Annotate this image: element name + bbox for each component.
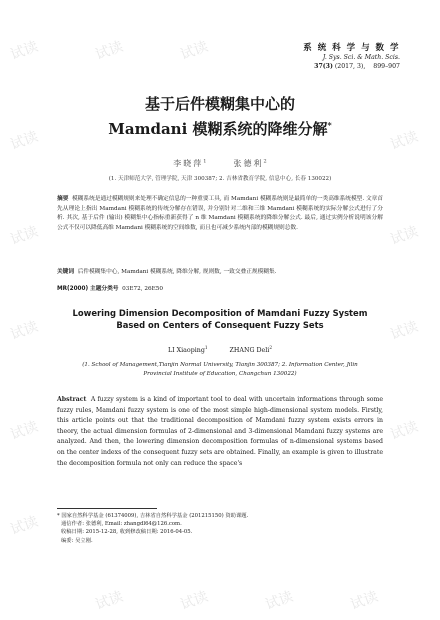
footnote-editor: 编委: 吴立刚. bbox=[61, 537, 93, 544]
abstract-cn-text: 模糊系统是通过模糊规则来处理不确定信息的一种重要工具, 而 Mamdani 模糊系统则是最简单的一类高维系统模型. 文章首先从理论上指出 Mamdani 模糊系统的传统分解存在错误, 并分别针对二维和三维 Mamdani 模糊系统的实际分解公式进行了分析. 其次, 基于后件 (输出) 模糊集中心指标重新获得了 n 维 Mamdani 模糊系统的降维分解公式. 最后, 通过实例分析说明该分解公式不仅可以降低高维 Mamdani 模糊系统的空间维数, 而且也可减少系统内部的模糊规则总数. bbox=[57, 196, 384, 231]
watermark: 试读 bbox=[388, 128, 421, 154]
keywords-cn bbox=[57, 266, 383, 275]
journal-issue-info: (2017, 3), bbox=[334, 63, 366, 70]
footnote-dates: 收稿日期: 2015-12-28, 收到修改稿日期: 2016-04-05. bbox=[61, 529, 193, 536]
watermark: 试读 bbox=[8, 513, 41, 539]
watermark: 试读 bbox=[8, 128, 41, 154]
watermark: 试读 bbox=[178, 588, 211, 614]
journal-issue bbox=[303, 62, 400, 71]
msc-text: 03E72, 26E50 bbox=[122, 286, 163, 292]
journal-volume: 37(3) bbox=[314, 63, 333, 70]
title-en: Lowering Dimension Decomposition of Mamdani Fuzzy System Based on Centers of Consequent Fuzzy Sets bbox=[72, 308, 368, 330]
watermark: 试读 bbox=[8, 38, 41, 64]
watermark: 试读 bbox=[388, 223, 421, 249]
keywords-cn-label: 关键词 bbox=[57, 269, 75, 275]
journal-name: 系 统 科 学 与 数 学 bbox=[303, 43, 400, 53]
author-en-sup: 1 bbox=[204, 345, 208, 350]
affiliation-en: (1. School of Management,Tianjin Normal University, Tianjin 300387; 2. Information Center, Jilin Provincial Institute of Education, Changchun 130022) bbox=[82, 362, 358, 377]
author-en-sup: 2 bbox=[269, 345, 272, 350]
title-cn-line2-text: Mamdani 模糊系统的降维分解 bbox=[108, 120, 328, 138]
watermark: 试读 bbox=[178, 38, 211, 64]
title-footnote-mark: * bbox=[327, 120, 332, 130]
author-en-name: ZHANG Deli bbox=[229, 347, 270, 355]
journal-pages: 899–907 bbox=[373, 63, 400, 70]
msc-label: MR(2000) 主题分类号 bbox=[57, 286, 119, 292]
watermark: 试读 bbox=[8, 318, 41, 344]
watermark: 试读 bbox=[388, 418, 421, 444]
authors-en bbox=[0, 345, 440, 354]
title-cn-line2 bbox=[0, 118, 440, 139]
author-cn-sup: 1 bbox=[203, 158, 207, 165]
abstract-en-label: Abstract bbox=[57, 396, 87, 403]
journal-abbr: J. Sys. Sci. & Math. Scis. bbox=[322, 54, 400, 61]
author-cn-sup: 2 bbox=[263, 158, 267, 165]
abstract-en-text: A fuzzy system is a kind of important tool to deal with uncertain informations through some fuzzy rules, Mamdani fuzzy system is one of the most simple high-dimensional system models. Firstly, this article points out that the traditional decomposition of Mamdani fuzzy system exists errors in theory, the actual dimension formulas of 2-dimensional and 3-dimensional Mamdani fuzzy systems are analyzed. And then, the lowering dimension decomposition formulas of n-dimensional systems based on the center indexs of the consequent fuzzy sets are obtained. Finally, an example is given to illustrate the decomposition formula not only can reduce the space's bbox=[57, 396, 384, 467]
keywords-cn-text: 后件模糊集中心, Mamdani 模糊系统, 降维分解, 规则数, 一致交叠正规模糊集. bbox=[77, 269, 277, 275]
watermark: 试读 bbox=[93, 38, 126, 64]
abstract-cn-label: 摘要 bbox=[57, 196, 69, 202]
watermark: 试读 bbox=[263, 588, 296, 614]
footnote-rule bbox=[57, 508, 157, 509]
watermark: 试读 bbox=[93, 588, 126, 614]
journal-header bbox=[303, 44, 400, 71]
author-en-name: LI Xiaoping bbox=[168, 347, 205, 355]
watermark: 试读 bbox=[348, 588, 381, 614]
footnotes bbox=[57, 512, 383, 545]
msc-classification bbox=[57, 283, 383, 292]
author-cn-name: 张德利 bbox=[233, 159, 264, 168]
authors-cn bbox=[0, 158, 440, 169]
watermark: 试读 bbox=[8, 223, 41, 249]
abstract-en bbox=[57, 395, 383, 469]
author-cn-name: 李晓萍 bbox=[173, 159, 204, 168]
footnote-funding: * 国家自然科学基金 (61374009), 吉林省自然科学基金 (201215150) 资助课题. bbox=[57, 513, 249, 519]
watermark: 试读 bbox=[8, 418, 41, 444]
abstract-cn bbox=[57, 195, 383, 233]
footnote-corresponding: 通信作者: 张德利, Email: zhangdl64@126.com. bbox=[61, 521, 182, 528]
watermark: 试读 bbox=[388, 318, 421, 344]
title-cn-line1: 基于后件模糊集中心的 bbox=[144, 95, 295, 113]
affiliation-cn: (1. 天津师范大学, 管理学院, 天津 300387; 2. 吉林省教育学院, 信息中心, 长春 130022) bbox=[108, 176, 332, 182]
